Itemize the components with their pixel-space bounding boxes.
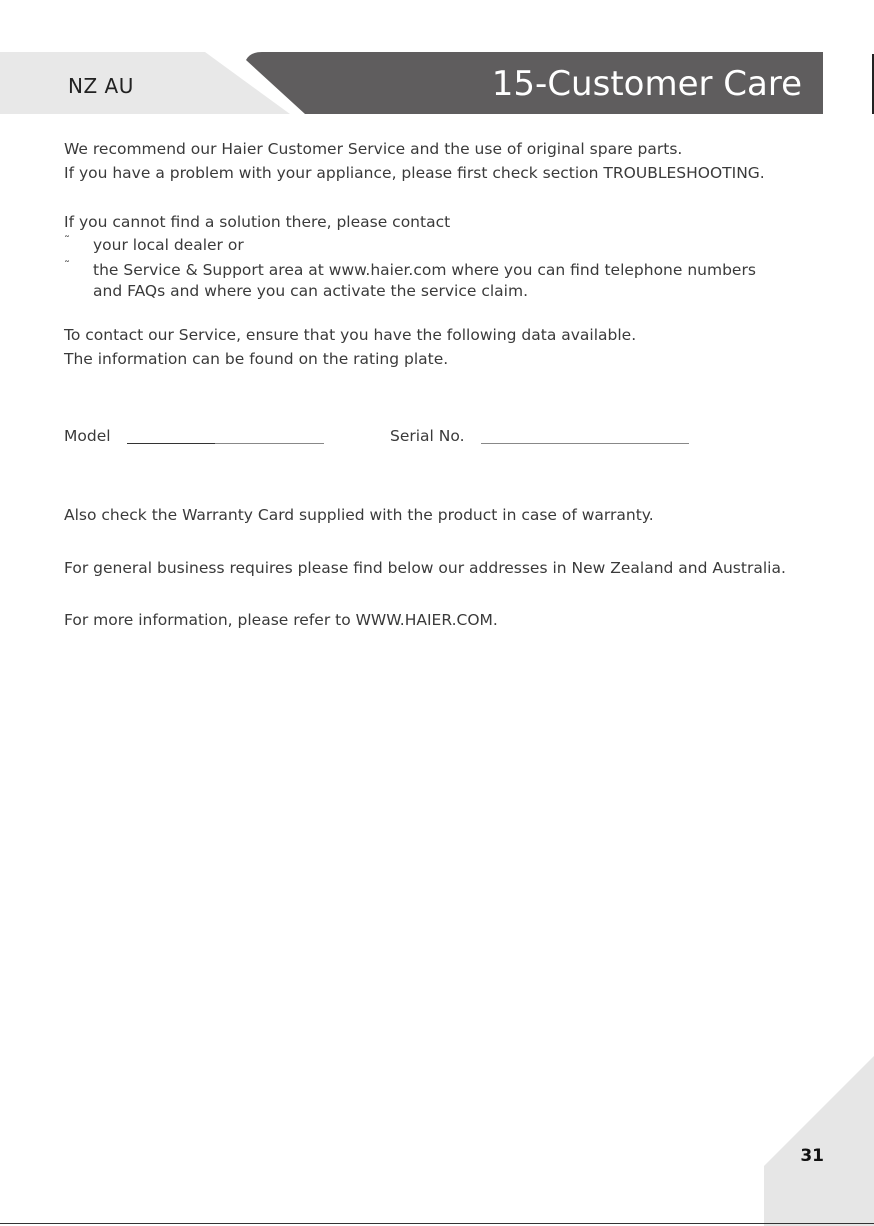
business-text: For general business requires please find below our addresses in New Zealand and Australia.: [64, 559, 786, 577]
page-title: 15-Customer Care: [491, 64, 802, 104]
model-label: Model: [64, 427, 111, 445]
bullet-marker: ˜: [64, 259, 70, 273]
region-bar: [0, 52, 290, 114]
page-number: 31: [800, 1146, 824, 1166]
corner-triangle: [764, 1056, 874, 1226]
bottom-rule: [0, 1223, 874, 1224]
model-blank-line: [215, 443, 324, 444]
contact-intro: If you cannot find a solution there, please contact: [64, 213, 451, 231]
contact-data-line-2: The information can be found on the rating plate.: [64, 350, 449, 368]
model-blank-line: [127, 443, 215, 444]
warranty-text: Also check the Warranty Card supplied with the product in case of warranty.: [64, 506, 654, 524]
bullet-service-support-2: and FAQs and where you can activate the service claim.: [93, 282, 528, 300]
footer-corner: [764, 1056, 874, 1226]
bullet-marker: ˜: [64, 234, 70, 248]
intro-line-2: If you have a problem with your appliance, please first check section TROUBLESHOOTING.: [64, 164, 765, 182]
bullet-local-dealer: your local dealer or: [93, 236, 244, 254]
more-info-text: For more information, please refer to WWW.HAIER.COM.: [64, 611, 498, 629]
intro-line-1: We recommend our Haier Customer Service and the use of original spare parts.: [64, 140, 683, 158]
bullet-service-support-1: the Service & Support area at www.haier.com where you can find telephone numbers: [93, 261, 756, 279]
contact-data-line-1: To contact our Service, ensure that you have the following data available.: [64, 326, 637, 344]
serial-blank-line: [481, 443, 689, 444]
serial-label: Serial No.: [390, 427, 465, 445]
region-label: NZ AU: [68, 74, 134, 98]
